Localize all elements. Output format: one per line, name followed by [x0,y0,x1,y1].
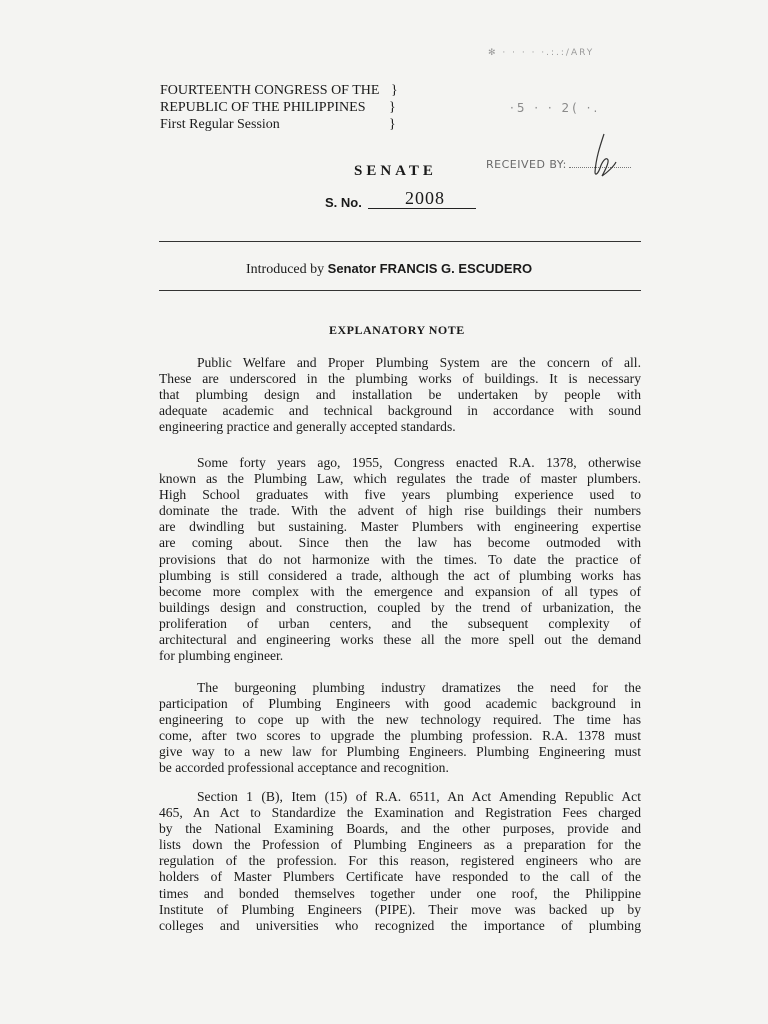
brace: } [389,100,396,115]
paragraph-line: that plumbing design and installation be undertaken by people with [159,387,641,403]
office-stamp: ✻ · · · · ·.:.:/ARY [488,48,595,58]
paragraph-line: 465, An Act to Standardize the Examination and Registration Fees charged [159,805,641,821]
paragraph-line: adequate academic and technical background in accordance with sound [159,403,641,419]
congress-line-1 [160,82,400,99]
paragraph-line: be accorded professional acceptance and recognition. [159,760,449,776]
paragraph-line: Institute of Plumbing Engineers (PIPE). Their move was backed up by [159,901,641,917]
paragraph-line: come, after two scores to upgrade the plumbing profession. R.A. 1378 must [159,728,641,744]
paragraph-line: Section 1 (B), Item (15) of R.A. 6511, An Act Amending Republic Act [197,789,641,804]
paragraph-line: architectural and engineering works these all the more spell out the demand [159,632,641,648]
republic-name: REPUBLIC OF THE PHILIPPINES [160,100,366,115]
paragraph-line: lists down the Profession of Plumbing Engineers as a preparation for the [159,837,641,853]
paragraph-line: give way to a new law for Plumbing Engineers. Plumbing Engineering must [159,744,641,760]
congress-line-2 [160,99,400,116]
paragraph-line: Some forty years ago, 1955, Congress enacted R.A. 1378, otherwise [197,455,641,470]
paragraph-line: are coming about. Since then the law has become outmoded with [159,535,641,551]
paragraph-line: by the National Examining Boards, and the other purposes, provide and [159,821,641,837]
divider-top [159,241,641,242]
paragraph-line: become more complex with the emergence and expansion of all types of [159,583,641,599]
paragraph-2 [159,455,641,664]
received-by-label: RECEIVED BY: [486,158,567,171]
divider-bottom [159,290,641,291]
paragraph-line: provisions that do not harmonize with the times. To date the practice of [159,551,641,567]
paragraph-line: engineering to cope up with the new technology required. The time has [159,712,641,728]
paragraph-line: engineering practice and generally accepted standards. [159,419,456,435]
paragraph-line: for plumbing engineer. [159,648,284,664]
brace: } [389,117,396,132]
paragraph-line: regulation of the profession. For this reason, registered engineers who are [159,853,641,869]
paragraph-3 [159,680,641,777]
paragraph-line: plumbing is still considered a trade, although the act of plumbing works has [159,567,641,583]
senator-name: Senator FRANCIS G. ESCUDERO [327,261,533,276]
paragraph-line: proliferation of urban centers, and the subsequent complexity of [159,615,641,631]
paragraph-line: High School graduates with five years plumbing experience used to [159,487,641,503]
paragraph-1 [159,355,641,435]
bill-number-label: S. No. [325,195,362,210]
paragraph-line: holders of Master Plumbers Certificate have responded to the call of the [159,869,641,885]
paragraph-line: Public Welfare and Proper Plumbing System are the concern of all. [197,355,641,370]
chamber-title: SENATE [354,163,437,179]
paragraph-line: known as the Plumbing Law, which regulates the trade of master plumbers. [159,471,641,487]
paragraph-line: are dwindling but sustaining. Master Plumbers with engineering expertise [159,519,641,535]
paragraph-line: The burgeoning plumbing industry dramatizes the need for the [197,680,641,695]
explanatory-note-title: EXPLANATORY NOTE [329,323,465,337]
brace: } [391,83,398,98]
congress-header [160,82,400,133]
congress-line-3 [160,116,400,133]
paragraph-line: buildings design and construction, coupled by the trend of urbanization, the [159,599,641,615]
date-stamp: ·5 · · 2( ·. [510,101,601,115]
paragraph-line: dominate the trade. With the advent of high rise buildings their numbers [159,503,641,519]
congress-name: FOURTEENTH CONGRESS OF THE [160,83,380,98]
paragraph-line: colleges and universities who recognized the importance of plumbing [159,917,641,933]
paragraph-line: These are underscored in the plumbing works of buildings. It is necessary [159,371,641,387]
paragraph-4 [159,789,641,934]
paragraph-line: times and bonded themselves together under one roof, the Philippine [159,885,641,901]
paragraph-line: participation of Plumbing Engineers with good academic background in [159,696,641,712]
session-name: First Regular Session [160,117,280,132]
introduced-by-prefix: Introduced by [246,262,325,277]
signature-mark [586,132,626,192]
bill-number: 2008 [405,188,445,208]
